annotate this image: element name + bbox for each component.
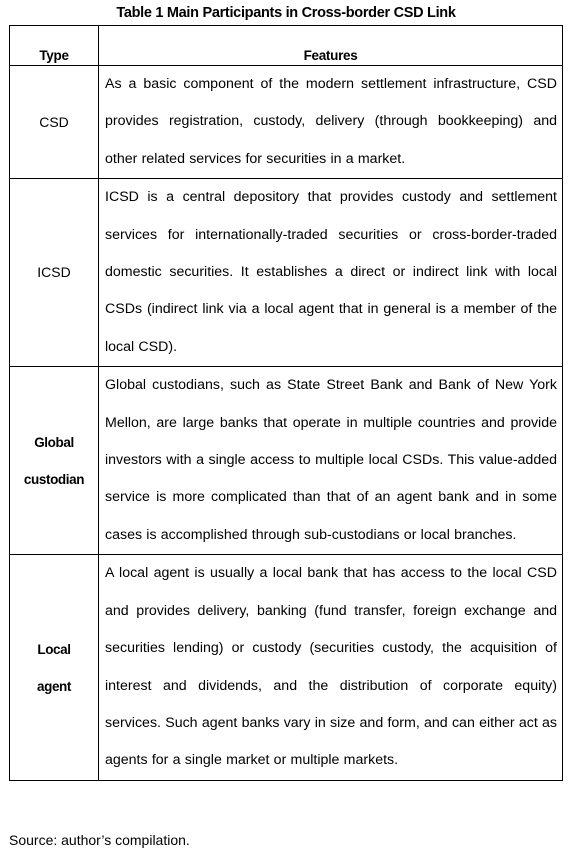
type-label: Global custodian (23, 434, 85, 487)
features-cell: As a basic component of the modern settlement infrastructure, CSD provides registration, custody, delivery (through bookkeeping) and other related services for securities in a market. (99, 66, 563, 179)
table-header-row (10, 26, 563, 66)
participants-table (9, 25, 563, 781)
type-label: Local agent (36, 641, 71, 694)
header-type: Type (10, 26, 99, 66)
table-row (10, 66, 563, 179)
type-cell (10, 555, 99, 780)
features-cell: ICSD is a central depository that provides custody and settlement services for internationally-traded securities or cross-border-traded domestic securities. It establishes a direct or indirect link with local CSDs (indirect link via a local agent that in general is a member of the local CSD). (99, 179, 563, 367)
type-cell (10, 367, 99, 555)
features-cell: Global custodians, such as State Street Bank and Bank of New York Mellon, are large banks that operate in multiple countries and provide investors with a single access to multiple local CSDs. This value-added service is more complicated than that of an agent bank and in some cases is accomplished through sub-custodians or local branches. (99, 367, 563, 555)
type-cell: ICSD (10, 179, 99, 367)
features-cell: A local agent is usually a local bank that has access to the local CSD and provides delivery, banking (fund transfer, foreign exchange and securities lending) or custody (securities custody, the acquisition of interest and dividends, and the distribution of corporate equity) services. Such agent banks vary in size and form, and can either act as agents for a single market or multiple markets. (99, 555, 563, 780)
header-features: Features (99, 26, 563, 66)
table-row (10, 555, 563, 780)
table-row (10, 179, 563, 367)
table-title: Table 1 Main Participants in Cross-border CSD Link (116, 5, 456, 21)
source-note: Source: author’s compilation. (9, 832, 190, 848)
type-cell: CSD (10, 66, 99, 179)
table-row (10, 367, 563, 555)
